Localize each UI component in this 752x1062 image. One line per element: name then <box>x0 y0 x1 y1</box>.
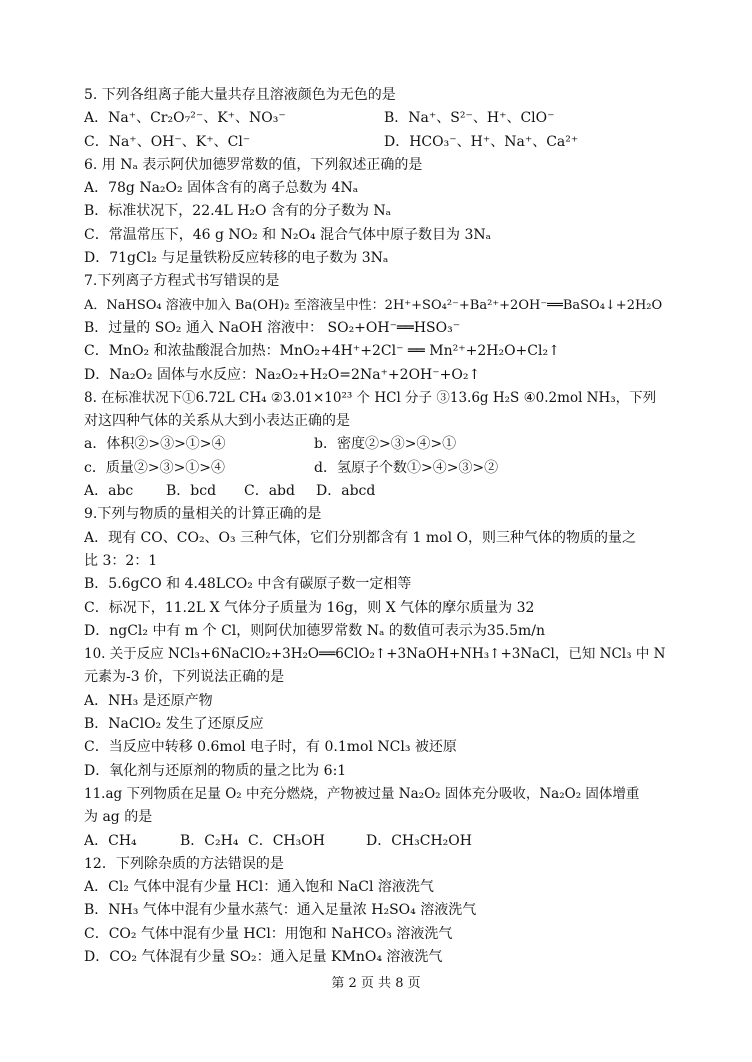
page-footer: 第 2 页 共 8 页 <box>331 976 421 991</box>
q6-option-b: B．标准状况下，22.4L H₂O 含有的分子数为 Nₐ <box>84 203 392 220</box>
q7-stem: 7.下列离子方程式书写错误的是 <box>84 273 280 290</box>
q7-option-c: C．MnO₂ 和浓盐酸混合加热：MnO₂+4H⁺+2Cl⁻ ══ Mn²⁺+2H₂O+Cl₂↑ <box>84 343 560 360</box>
q8-statement-a: a．体积②>③>①>④ <box>84 436 226 453</box>
q6-option-c: C．常温常压下，46 g NO₂ 和 N₂O₄ 混合气体中原子数目为 3Nₐ <box>84 226 492 243</box>
q5-options-ab <box>84 107 668 130</box>
q5-options-cd <box>84 131 668 154</box>
q8-stem-line2: 对这四种气体的关系从大到小表达正确的是 <box>84 413 350 430</box>
q11-option-b: B．C₂H₄ <box>180 832 239 849</box>
q5-stem: 5. 下列各组离子能大量共存且溶液颜色为无色的是 <box>84 87 396 103</box>
q9-option-c: C．标况下，11.2L X 气体分子质量为 16g，则 X 气体的摩尔质量为 32 <box>84 599 535 616</box>
q7-option-a: A．NaHSO₄ 溶液中加入 Ba(OH)₂ 至溶液呈中性：2H⁺+SO₄²⁻+Ba²⁺+2OH⁻══BaSO₄↓+2H₂O <box>84 297 663 313</box>
q8-option-b: B．bcd <box>166 483 217 500</box>
q12-option-d: D．CO₂ 气体混有少量 SO₂：通入足量 KMnO₄ 溶液洗气 <box>84 948 443 965</box>
q11-stem-line2: 为 ag 的是 <box>84 809 153 826</box>
q8-option-c: C．abd <box>244 483 295 500</box>
q7-option-b: B．过量的 SO₂ 通入 NaOH 溶液中： SO₂+OH⁻══HSO₃⁻ <box>84 319 461 336</box>
q10-option-b: B．NaClO₂ 发生了还原反应 <box>84 716 264 733</box>
q10-stem-line2: 元素为-3 价，下列说法正确的是 <box>84 669 285 686</box>
q8-option-a: A．abc <box>84 483 134 500</box>
q8-stem-line1: 8. 在标准状况下①6.72L CH₄ ②3.01×10²³ 个 HCl 分子 ③13.6g H₂S ④0.2mol NH₃，下列 <box>84 389 657 406</box>
q11-option-a: A．CH₄ <box>84 832 137 849</box>
q9-stem: 9.下列与物质的量相关的计算正确的是 <box>84 506 322 523</box>
q12-option-c: C．CO₂ 气体中混有少量 HCl：用饱和 NaHCO₃ 溶液洗气 <box>84 925 453 942</box>
q10-option-d: D．氧化剂与还原剂的物质的量之比为 6:1 <box>84 762 347 779</box>
q6-option-a: A．78g Na₂O₂ 固体含有的离子总数为 4Nₐ <box>84 180 359 197</box>
q8-options <box>84 480 668 503</box>
q5-option-a: A．Na⁺、Cr₂O₇²⁻、K⁺、NO₃⁻ <box>84 110 286 127</box>
q8-statement-b: b．密度②>③>④>① <box>314 436 457 453</box>
q11-stem-line1: 11.ag 下列物质在足量 O₂ 中充分燃烧，产物被过量 Na₂O₂ 固体充分吸收，Na₂O₂ 固体增重 <box>84 785 640 802</box>
q9-option-d: D．ngCl₂ 中有 m 个 Cl，则阿伏加德罗常数 Nₐ 的数值可表示为35.5m/n <box>84 622 546 639</box>
q10-option-c: C．当反应中转移 0.6mol 电子时，有 0.1mol NCl₃ 被还原 <box>84 739 457 756</box>
q8-statements-ab <box>84 433 668 456</box>
q8-statements-cd <box>84 457 668 480</box>
q12-option-a: A．Cl₂ 气体中混有少量 HCl：通入饱和 NaCl 溶液洗气 <box>84 879 434 896</box>
q8-statement-d: d．氢原子个数①>④>③>② <box>314 459 499 476</box>
q9-option-a-line1: A．现有 CO、CO₂、O₃ 三种气体，它们分别都含有 1 mol O，则三种气体的物质的量之 <box>84 529 637 546</box>
q8-option-d: D．abcd <box>316 483 376 500</box>
q12-stem: 12．下列除杂质的方法错误的是 <box>84 855 284 872</box>
q12-option-b: B．NH₃ 气体中混有少量水蒸气：通入足量浓 H₂SO₄ 溶液洗气 <box>84 902 477 919</box>
q11-option-c: C．CH₃OH <box>248 832 325 849</box>
q6-option-d: D．71gCl₂ 与足量铁粉反应转移的电子数为 3Nₐ <box>84 250 389 267</box>
q9-option-b: B．5.6gCO 和 4.48LCO₂ 中含有碳原子数一定相等 <box>84 576 412 593</box>
q11-option-d: D．CH₃CH₂OH <box>366 832 472 849</box>
q10-stem-line1: 10. 关于反应 NCl₃+6NaClO₂+3H₂O══6ClO₂↑+3NaOH+NH₃↑+3NaCl，已知 NCl₃ 中 N <box>84 646 666 663</box>
q8-statement-c: c．质量②>③>①>④ <box>84 459 226 476</box>
q11-options <box>84 830 668 853</box>
q10-option-a: A．NH₃ 是还原产物 <box>84 692 213 709</box>
q7-option-d: D．Na₂O₂ 固体与水反应：Na₂O₂+H₂O=2Na⁺+2OH⁻+O₂↑ <box>84 366 481 383</box>
q5-option-c: C．Na⁺、OH⁻、K⁺、Cl⁻ <box>84 133 251 150</box>
q9-option-a-line2: 比 3：2：1 <box>84 552 158 569</box>
q5-option-b: B．Na⁺、S²⁻、H⁺、ClO⁻ <box>384 110 555 127</box>
q5-option-d: D．HCO₃⁻、H⁺、Na⁺、Ca²⁺ <box>384 133 579 150</box>
q6-stem: 6. 用 Nₐ 表示阿伏加德罗常数的值，下列叙述正确的是 <box>84 156 423 173</box>
